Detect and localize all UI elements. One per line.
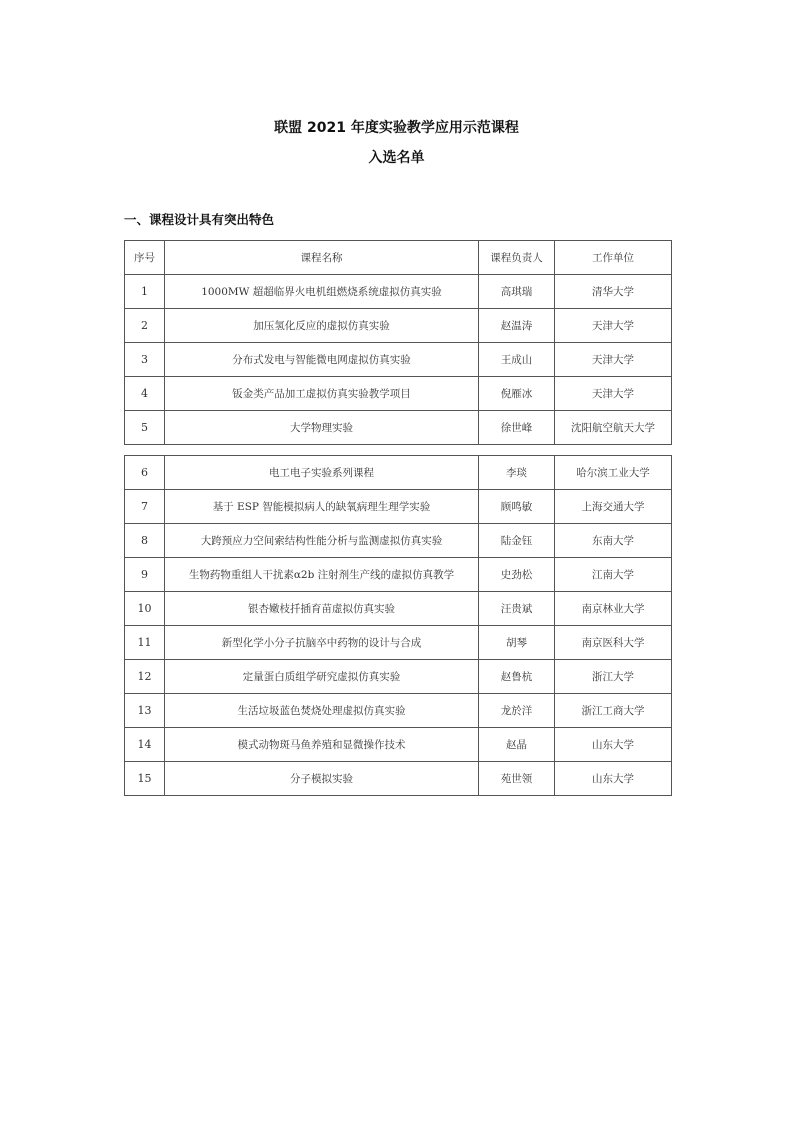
row-work-unit: 天津大学	[555, 377, 672, 411]
row-course-name: 定量蛋白质组学研究虚拟仿真实验	[165, 660, 479, 694]
row-work-unit: 浙江大学	[555, 660, 672, 694]
header-work-unit: 工作单位	[555, 241, 672, 275]
row-index: 15	[125, 762, 165, 796]
row-index: 9	[125, 558, 165, 592]
row-course-name: 1000MW 超超临界火电机组燃烧系统虚拟仿真实验	[165, 275, 479, 309]
row-index: 10	[125, 592, 165, 626]
row-course-lead: 赵晶	[479, 728, 555, 762]
row-course-name: 生活垃圾蓝色焚烧处理虚拟仿真实验	[165, 694, 479, 728]
table-row	[125, 411, 672, 445]
table-row	[125, 377, 672, 411]
course-table-part2	[124, 455, 672, 796]
row-course-lead: 苑世领	[479, 762, 555, 796]
row-work-unit: 清华大学	[555, 275, 672, 309]
row-course-lead: 史劲松	[479, 558, 555, 592]
row-course-name: 银杏嫩枝扦插育苗虚拟仿真实验	[165, 592, 479, 626]
table-row	[125, 694, 672, 728]
row-work-unit: 山东大学	[555, 762, 672, 796]
row-course-lead: 胡琴	[479, 626, 555, 660]
row-work-unit: 沈阳航空航天大学	[555, 411, 672, 445]
row-index: 7	[125, 490, 165, 524]
row-course-lead: 王成山	[479, 343, 555, 377]
row-work-unit: 江南大学	[555, 558, 672, 592]
table-row	[125, 660, 672, 694]
row-course-lead: 赵温涛	[479, 309, 555, 343]
row-course-name: 大学物理实验	[165, 411, 479, 445]
row-course-lead: 李琰	[479, 456, 555, 490]
row-course-lead: 赵鲁杭	[479, 660, 555, 694]
row-course-name: 大跨预应力空间索结构性能分析与监测虚拟仿真实验	[165, 524, 479, 558]
row-course-name: 基于 ESP 智能模拟病人的缺氧病理生理学实验	[165, 490, 479, 524]
row-work-unit: 哈尔滨工业大学	[555, 456, 672, 490]
row-course-name: 加压氢化反应的虚拟仿真实验	[165, 309, 479, 343]
course-table-part1	[124, 240, 672, 445]
table-row	[125, 524, 672, 558]
header-course-lead: 课程负责人	[479, 241, 555, 275]
row-course-name: 电工电子实验系列课程	[165, 456, 479, 490]
row-index: 4	[125, 377, 165, 411]
header-course-name: 课程名称	[165, 241, 479, 275]
row-course-name: 分子模拟实验	[165, 762, 479, 796]
row-course-name: 钣金类产品加工虚拟仿真实验教学项目	[165, 377, 479, 411]
row-work-unit: 南京林业大学	[555, 592, 672, 626]
row-index: 12	[125, 660, 165, 694]
table-row	[125, 728, 672, 762]
document-subtitle: 入选名单	[368, 150, 425, 166]
table-row	[125, 456, 672, 490]
table-row	[125, 275, 672, 309]
table-row	[125, 343, 672, 377]
row-work-unit: 山东大学	[555, 728, 672, 762]
row-work-unit: 上海交通大学	[555, 490, 672, 524]
document-title: 联盟 2021 年度实验教学应用示范课程	[274, 120, 519, 136]
table-header-row	[125, 241, 672, 275]
row-index: 14	[125, 728, 165, 762]
row-course-lead: 汪贵斌	[479, 592, 555, 626]
row-work-unit: 天津大学	[555, 343, 672, 377]
row-index: 6	[125, 456, 165, 490]
row-index: 3	[125, 343, 165, 377]
row-course-name: 模式动物斑马鱼养殖和显微操作技术	[165, 728, 479, 762]
table-row	[125, 558, 672, 592]
row-course-lead: 倪雁冰	[479, 377, 555, 411]
row-course-name: 新型化学小分子抗脑卒中药物的设计与合成	[165, 626, 479, 660]
row-work-unit: 东南大学	[555, 524, 672, 558]
row-course-lead: 高琪瑞	[479, 275, 555, 309]
table-row	[125, 309, 672, 343]
table-row	[125, 626, 672, 660]
row-index: 2	[125, 309, 165, 343]
row-work-unit: 南京医科大学	[555, 626, 672, 660]
row-index: 13	[125, 694, 165, 728]
row-course-lead: 徐世峰	[479, 411, 555, 445]
row-index: 8	[125, 524, 165, 558]
header-index: 序号	[125, 241, 165, 275]
row-course-lead: 顾鸣敏	[479, 490, 555, 524]
row-index: 1	[125, 275, 165, 309]
table-row	[125, 762, 672, 796]
row-work-unit: 浙江工商大学	[555, 694, 672, 728]
row-index: 5	[125, 411, 165, 445]
table-row	[125, 592, 672, 626]
row-index: 11	[125, 626, 165, 660]
row-work-unit: 天津大学	[555, 309, 672, 343]
table-row	[125, 490, 672, 524]
row-course-name: 分布式发电与智能微电网虚拟仿真实验	[165, 343, 479, 377]
section-heading: 一、课程设计具有突出特色	[124, 212, 275, 227]
row-course-lead: 龙於洋	[479, 694, 555, 728]
row-course-lead: 陆金钰	[479, 524, 555, 558]
row-course-name: 生物药物重组人干扰素α2b 注射剂生产线的虚拟仿真教学	[165, 558, 479, 592]
